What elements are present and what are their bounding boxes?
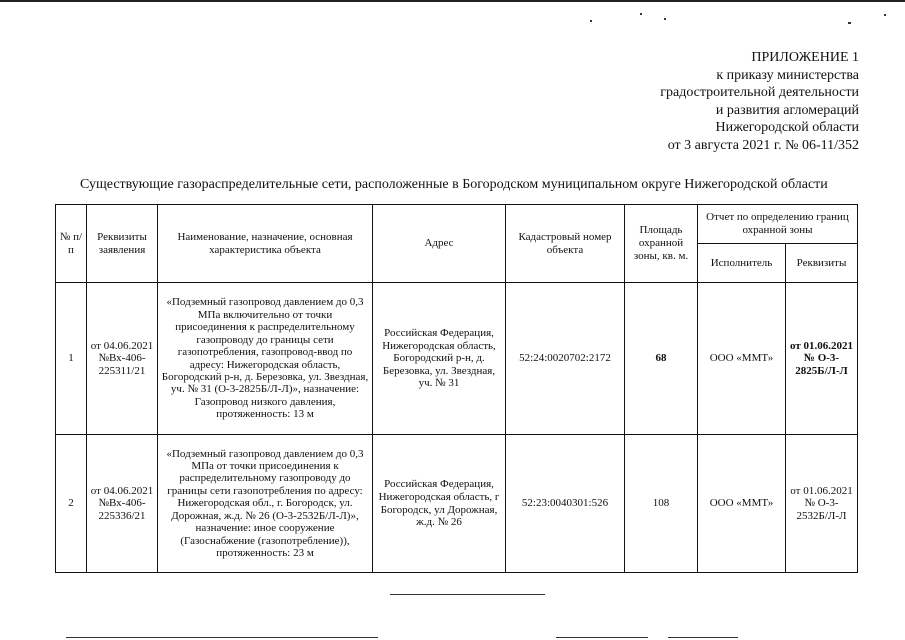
cell-cadastral: 52:23:0040301:526	[506, 435, 625, 573]
cell-num: 2	[56, 435, 87, 573]
header-requisites: Реквизиты заявления	[87, 205, 158, 283]
header-cadastral: Кадастровый номер объекта	[506, 205, 625, 283]
header-area: Площадь охранной зоны, кв. м.	[625, 205, 698, 283]
cell-address: Российская Федерация, Нижегородская область, г Богородск, ул Дорожная, ж.д. № 26	[373, 435, 506, 573]
header-address: Адрес	[373, 205, 506, 283]
cell-address: Российская Федерация, Нижегородская область, Богородский р-н, д. Березовка, ул. Звездная, уч. № 31	[373, 283, 506, 435]
cell-area: 108	[625, 435, 698, 573]
cell-name: «Подземный газопровод давлением до 0,3 МПа включительно от точки присоединения к распределительному газопроводу до границы сети газопотребления, газопровод-ввод по адресу: Нижегородская область, Богородский р-н, д. Березовка, ул. Звездная, уч. № 31 (О-3-2825Б/Л-Л)», назначение: Газопровод низкого давления, протяженность: 13 м	[158, 283, 373, 435]
end-divider-line	[390, 594, 545, 595]
gas-networks-table	[55, 204, 858, 573]
footer-line	[556, 637, 648, 638]
appendix-line: к приказу министерства	[716, 67, 859, 83]
cell-executor: ООО «ММТ»	[698, 283, 786, 435]
appendix-line: Нижегородской области	[715, 120, 859, 136]
header-report-requisites: Реквизиты	[786, 244, 858, 283]
cell-area: 68	[625, 283, 698, 435]
cell-cadastral: 52:24:0020702:2172	[506, 283, 625, 435]
scan-speck	[848, 22, 851, 24]
table-row	[56, 435, 858, 573]
appendix-header	[559, 49, 859, 155]
scan-top-border	[0, 0, 905, 2]
header-executor: Исполнитель	[698, 244, 786, 283]
table-row	[56, 283, 858, 435]
scan-speck	[664, 18, 666, 20]
appendix-line: градостроительной деятельности	[660, 85, 859, 101]
table-header-row	[56, 205, 858, 244]
appendix-line: ПРИЛОЖЕНИЕ 1	[751, 50, 859, 65]
cell-executor: ООО «ММТ»	[698, 435, 786, 573]
cell-requisites: от 04.06.2021 №Вх-406-225336/21	[87, 435, 158, 573]
appendix-line: и развития агломераций	[715, 102, 859, 118]
scan-speck	[640, 13, 642, 15]
cell-report-requisites: от 01.06.2021 № О-3-2532Б/Л-Л	[786, 435, 858, 573]
cell-num: 1	[56, 283, 87, 435]
footer-line	[66, 637, 378, 638]
appendix-line: от 3 августа 2021 г. № 06-11/352	[667, 137, 859, 153]
scan-speck	[884, 14, 886, 16]
header-num: № п/п	[56, 205, 87, 283]
cell-requisites: от 04.06.2021 №Вх-406-225311/21	[87, 283, 158, 435]
footer-line	[668, 637, 738, 638]
document-title: Существующие газораспределительные сети, расположенные в Богородском муниципальном округе Нижегородской области	[80, 177, 828, 192]
header-name: Наименование, назначение, основная характеристика объекта	[158, 205, 373, 283]
cell-name: «Подземный газопровод давлением до 0,3 МПа от точки присоединения к распределительному газопроводу до границы сети газопотребления по адресу: Нижегородская обл., г. Богородск, ул. Дорожная, ж.д. № 26 (О-3-2532Б/Л-Л)», назначение: иное сооружение (Газоснабжение (газопотребление)), протяженность: 23 м	[158, 435, 373, 573]
cell-report-requisites: от 01.06.2021 № О-3-2825Б/Л-Л	[786, 283, 858, 435]
scan-speck	[590, 20, 592, 22]
header-report: Отчет по определению границ охранной зоны	[698, 205, 858, 244]
